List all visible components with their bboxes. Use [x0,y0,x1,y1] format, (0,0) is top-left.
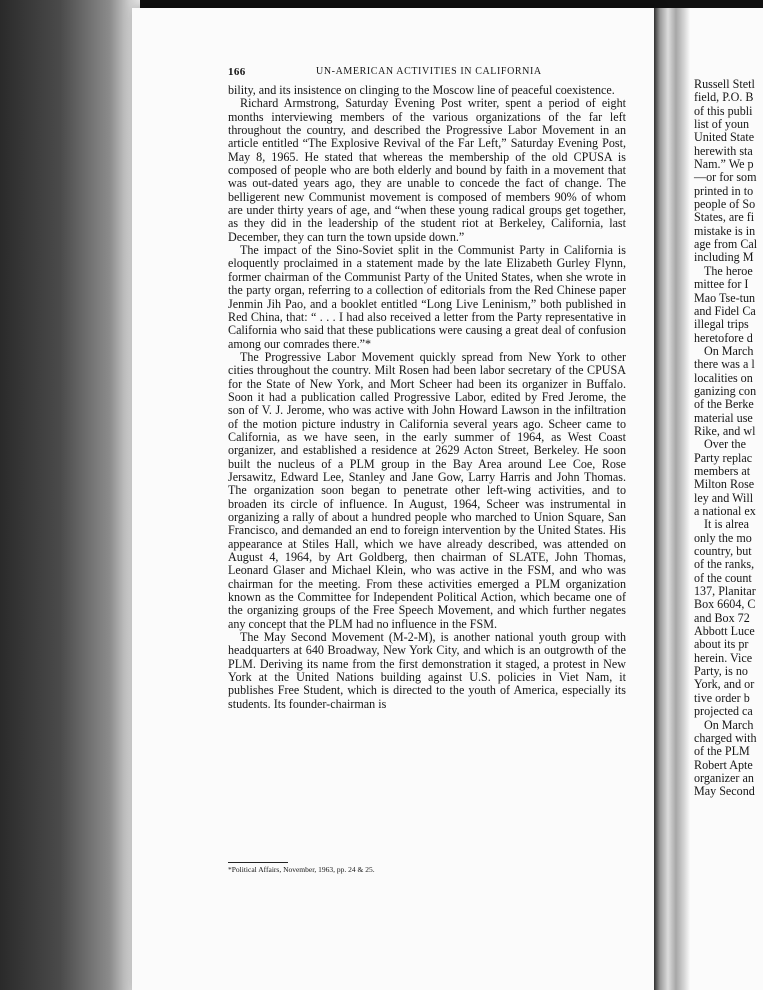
right-page-line: illegal trips [694,317,749,332]
right-page-line: mittee for I [694,277,749,292]
right-page-line: —or for som [694,170,757,185]
right-page-line: May Second [694,784,755,799]
right-page-line: Mao Tse-tun [694,290,756,305]
right-page-line: United State [694,130,755,145]
right-page-line: heretofore d [694,330,753,345]
right-page-line: a national ex [694,504,756,518]
running-title: UN-AMERICAN ACTIVITIES IN CALIFORNIA [316,66,542,77]
right-page-line: field, P.O. B [694,90,754,105]
right-page-line: material use [694,410,753,425]
right-page-line: On March [704,717,754,732]
right-page-line: Milton Rose [694,477,755,492]
right-page-line: It is alrea [704,517,749,532]
right-page-line: Abbott Luce [694,624,755,639]
right-page-line: of the PLM [694,744,750,759]
right-page-line: localities on [694,370,753,385]
right-page-line: On March [704,343,754,358]
right-page-line: people of So [694,197,756,212]
right-page-line: of this publi [694,103,753,118]
right-page-line: Party, is no [694,664,748,679]
right-page-line: including M [694,250,754,265]
paragraph: The May Second Movement (M-2-M), is another national youth group with headquarters at 640 Broadway, New York City, and which is an outgrowth of the PLM. Deriving its name from the first demonstration it staged, a protest in New York at the United Nations building against U.S. policies in Viet Nam, it publishes Free Student, which is directed to the youth of America, especially its students. Its founder-chairman is [228,630,626,711]
paragraph: The impact of the Sino-Soviet split in the Communist Party in California is eloquently proclaimed in a statement made by the late Elizabeth Gurley Flynn, former chairman of the Communist Party of the United States, when she wrote in the party organ, referring to a collection of editorials from the Red Chinese paper Jenmin Jih Pao, and a booklet entitled “Long Live Leninism,” both published in Red China, that: “ . . . I had also received a letter from the Party representative in California who said that these publications were causing a great deal of confusion among our comrades there.”* [228,243,626,351]
scan-border-left [0,0,140,990]
right-page-line: herewith sta [694,143,753,158]
right-page-line: of the count [694,570,752,585]
right-page-line: only the mo [694,530,752,545]
right-page-line: organizer an [694,770,754,785]
book-gutter [654,8,690,990]
right-page-line: and Fidel Ca [694,303,756,318]
right-page-line: of the Berke [694,397,754,412]
right-page-line: about its pr [694,637,749,652]
body-text [228,84,626,711]
right-page-line: printed in to [694,183,754,198]
right-page-line: and Box 72 [694,610,750,625]
right-page-line: York, and or [694,677,755,692]
footnote-rule [228,862,288,863]
right-page-line: Nam.” We p [694,157,754,172]
right-page-line: list of youn [694,117,750,132]
right-page-line: there was a l [694,357,755,372]
right-page-line: mistake is in [694,223,756,238]
right-page-line: ganizing con [694,383,757,398]
right-page-line: age from Cal [694,237,758,252]
footnote: *Political Affairs, November, 1963, pp. 24 & 25. [228,865,375,874]
right-page-line: charged with [694,730,757,745]
right-page-line: Rike, and wl [694,423,756,438]
right-page-line: Over the [704,437,746,452]
right-page-line: 137, Planitar [694,584,756,599]
right-page-line: members at [694,463,751,478]
right-page-line: Russell Stetl [694,77,755,91]
right-page-text [694,78,763,799]
right-page-line: tive order b [694,690,750,705]
page-header [228,66,626,80]
right-page-line: States, are fi [694,210,755,225]
right-page-line: country, but [694,544,752,559]
right-page-line: Robert Apte [694,757,753,772]
paragraph: The Progressive Labor Movement quickly spread from New York to other cities throughout the country. Milt Rosen had been labor secretary of the CPUSA for the State of New York, and Mort Scheer had been its organizer in Buffalo. Soon it had a publication called Progressive Labor, edited by Fred Jerome, the son of V. J. Jerome, who was active with John Howard Lawson in the infiltration of the motion picture industry in California several years ago. Scheer came to California, as we have seen, in the early summer of 1964, as West Coast organizer, and established a residence at 2629 Acton Street, Berkeley. He soon built the nucleus of a PLM group in the Bay Area around Lee Coe, Rose Jersawitz, Edward Lee, Stanley and Jane Gow, Larry Harris and John Thomas. The organization soon began to penetrate other left-wing activities, and to broaden its circle of influence. In August, 1964, Scheer was instrumental in organizing a rally of about a hundred people who marched to Union Square, San Francisco, and demanded an end to foreign intervention by the United States. His appearance at Stiles Hall, which we have already described, was attended on August 4, 1964, by Art Goldberg, then chairman of SLATE, John Thomas, Leonard Glaser and Michael Klein, who was active in the FSM, and who was chairman for the meeting. From these activities emerged a PLM organization known as the Committee for Independent Political Action, which became one of the organizing groups of the Free Speech Movement, and which further negates any concept that the PLM had no influence in the FSM. [228,349,626,631]
right-page-line: Party replac [694,450,753,465]
right-page-line: Box 6604, C [694,597,756,612]
right-page-line: of the ranks, [694,557,755,572]
page-number: 166 [228,66,246,78]
right-page-line: ley and Will [694,490,754,505]
right-page-line: herein. Vice [694,650,753,665]
right-page-line: projected ca [694,704,753,719]
paragraph: Richard Armstrong, Saturday Evening Post writer, spent a period of eight months interviewing members of the various organizations of the far left throughout the country, and described the Progressive Labor Movement in an article entitled “The Explosive Revival of the Far Left,” Saturday Evening Post, May 8, 1965. He stated that whereas the membership of the old CPUSA is composed of people who are both elderly and bound by faith in a movement that was out-dated years ago, they are unable to concede the fact of change. The belligerent new Communist movement is composed of members 90% of whom are under thirty years of age, and “when these young radical groups get together, as they did in the leadership of the student riot at Berkeley, California, last December, they can turn the town upside down.” [228,96,626,244]
right-page-line: The heroe [704,263,753,278]
paragraph: bility, and its insistence on clinging to the Moscow line of peaceful coexistence. [228,83,615,97]
